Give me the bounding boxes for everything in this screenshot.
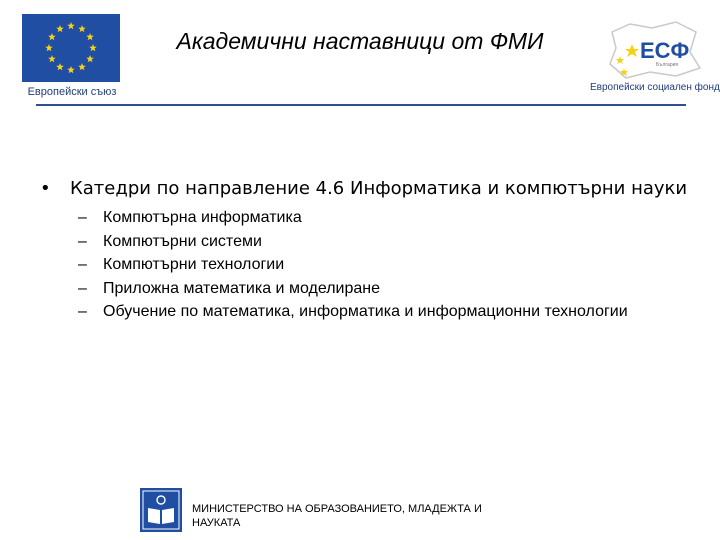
esf-mark: ЕСФ	[640, 38, 690, 63]
department-list	[40, 206, 700, 324]
eu-star-icon	[56, 25, 64, 32]
eu-star-icon	[67, 22, 75, 29]
dash-icon: –	[78, 303, 87, 320]
list-item	[40, 230, 643, 254]
dash-icon: –	[78, 279, 87, 297]
slide-content	[40, 176, 700, 324]
eu-star-icon	[67, 66, 75, 73]
list-item-text: Компютърни технологии	[103, 256, 285, 273]
list-item	[40, 206, 643, 230]
bullet-icon: •	[40, 178, 51, 199]
book-icon	[140, 488, 182, 532]
ministry-logo	[140, 488, 560, 534]
eu-caption: Европейски съюз	[27, 86, 117, 98]
header-divider	[36, 104, 686, 106]
list-item-text: Приложна математика и моделиране	[103, 279, 380, 297]
dash-icon: –	[78, 209, 87, 226]
dash-icon: –	[78, 232, 87, 250]
list-item-text: Компютърна информатика	[103, 209, 302, 226]
eu-flag-icon	[22, 14, 120, 82]
list-item	[40, 277, 643, 301]
eu-star-icon	[89, 44, 97, 51]
eu-star-icon	[86, 33, 94, 40]
eu-star-icon	[86, 55, 94, 62]
eu-star-icon	[45, 44, 53, 51]
list-item	[40, 253, 643, 277]
list-item-text: Обучение по математика, информатика и информационни технологии	[103, 303, 628, 320]
eu-star-icon	[48, 33, 56, 40]
esf-logo	[590, 18, 720, 98]
ministry-name: МИНИСТЕРСТВО НА ОБРАЗОВАНИЕТО, МЛАДЕЖТА И НАУКАТА	[192, 503, 482, 529]
esf-sub: България	[656, 62, 679, 68]
esf-caption: Европейски социален фонд	[590, 82, 720, 93]
list-item	[40, 300, 643, 324]
list-item-text: Компютърни системи	[103, 232, 262, 250]
eu-logo	[12, 14, 120, 100]
main-bullet	[40, 176, 700, 202]
main-bullet-text: Катедри по направление 4.6 Информатика и компютърни науки	[70, 178, 688, 199]
slide-title: Академични наставници от ФМИ	[176, 28, 544, 54]
eu-star-icon	[78, 25, 86, 32]
eu-star-icon	[56, 63, 64, 70]
dash-icon: –	[78, 256, 87, 273]
esf-emblem-icon	[590, 18, 714, 82]
eu-star-icon	[78, 63, 86, 70]
eu-star-icon	[48, 55, 56, 62]
